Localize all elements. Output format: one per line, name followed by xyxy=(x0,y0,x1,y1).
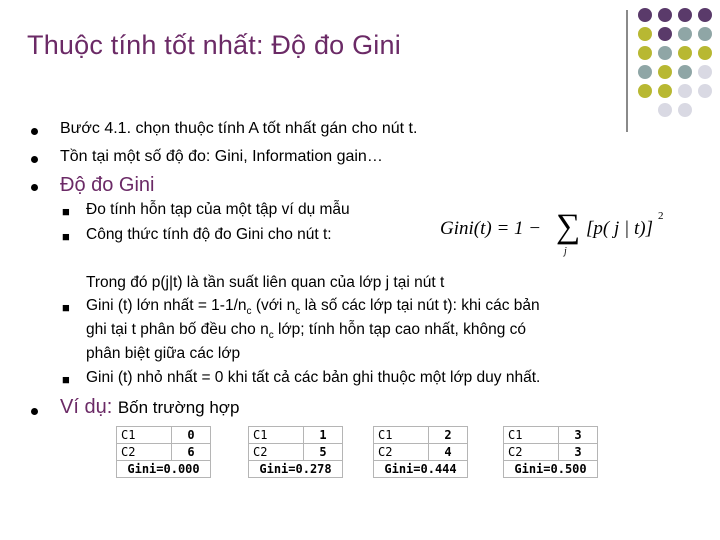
dot xyxy=(678,103,692,117)
dot xyxy=(658,46,672,60)
bullet-text: Tồn tại một số độ đo: Gini, Information gain… xyxy=(60,148,383,165)
table-row xyxy=(374,427,468,444)
divider-line xyxy=(626,10,628,132)
dot xyxy=(678,46,692,60)
dot xyxy=(678,27,692,41)
table-cell: C1 xyxy=(504,427,559,444)
max-text-line1: Gini (t) lớn nhất = $1-1/n_c$ (với $n_c$ là số các lớp tại nút t): khi các bản xyxy=(86,297,540,318)
dot xyxy=(658,8,672,22)
min-text: Gini (t) nhỏ nhất = 0 khi tất cả các bản ghi thuộc một lớp duy nhất. xyxy=(86,369,541,386)
sum-icon: ∑ xyxy=(556,208,581,245)
example-text: Bốn trường hợp xyxy=(117,398,240,417)
dot xyxy=(658,103,672,117)
dot xyxy=(638,27,652,41)
dot xyxy=(638,46,652,60)
bullet-icon xyxy=(31,128,38,135)
table-row xyxy=(117,461,211,478)
table-cell: C1 xyxy=(117,427,172,444)
sum-subscript: j xyxy=(564,246,567,257)
table-cell: C1 xyxy=(374,427,429,444)
table-row xyxy=(249,461,343,478)
dot xyxy=(658,65,672,79)
table-cell: 3 xyxy=(559,444,598,461)
table-row xyxy=(374,444,468,461)
gini-value: Gini=0.000 xyxy=(117,461,211,478)
formula-exponent: 2 xyxy=(658,210,664,222)
max-text-line2: ghi tại t phân bố đều cho $n_c$ lớp; tính hỗn tạp cao nhất, không có xyxy=(86,321,527,342)
bullet-icon xyxy=(31,156,38,163)
dot xyxy=(698,27,712,41)
square-bullet-icon: ■ xyxy=(62,300,70,315)
dot xyxy=(678,8,692,22)
table-row xyxy=(117,444,211,461)
dot xyxy=(658,27,672,41)
table-cell: 5 xyxy=(304,444,343,461)
table-row xyxy=(374,461,468,478)
gini-value: Gini=0.500 xyxy=(504,461,598,478)
gini-table xyxy=(248,426,343,478)
table-cell: 2 xyxy=(429,427,468,444)
dot xyxy=(698,84,712,98)
gini-formula xyxy=(440,206,670,260)
table-cell: C2 xyxy=(117,444,172,461)
decorative-dots xyxy=(638,8,718,118)
dot xyxy=(678,84,692,98)
slide-title: Thuộc tính tốt nhất: Độ đo Gini xyxy=(27,30,401,60)
gini-table xyxy=(116,426,211,478)
table-cell: C2 xyxy=(504,444,559,461)
dot xyxy=(638,65,652,79)
table-row xyxy=(504,427,598,444)
formula-lhs: Gini(t) = 1 − xyxy=(440,218,542,239)
gini-heading: Độ đo Gini xyxy=(60,174,155,196)
gini-table xyxy=(503,426,598,478)
table-row xyxy=(249,427,343,444)
gini-value: Gini=0.444 xyxy=(374,461,468,478)
max-text-line3: phân biệt giữa các lớp xyxy=(86,345,241,362)
dot xyxy=(698,65,712,79)
table-cell: C2 xyxy=(374,444,429,461)
table-row xyxy=(249,444,343,461)
table-row xyxy=(504,461,598,478)
formula-label: Công thức tính độ đo Gini cho nút t: xyxy=(86,226,332,243)
table-row xyxy=(504,444,598,461)
table-cell: 0 xyxy=(172,427,211,444)
dot xyxy=(658,84,672,98)
table-row xyxy=(117,427,211,444)
dot xyxy=(698,8,712,22)
impurity-text: Đo tính hỗn tạp của một tập ví dụ mẫu xyxy=(86,201,350,218)
square-bullet-icon: ■ xyxy=(62,229,70,244)
dot xyxy=(638,84,652,98)
bullet-text: Bước 4.1. chọn thuộc tính A tốt nhất gán cho nút t. xyxy=(60,120,418,137)
bullet-icon xyxy=(31,184,38,191)
table-cell: 3 xyxy=(559,427,598,444)
dot xyxy=(698,46,712,60)
example-label: Ví dụ: xyxy=(60,396,113,418)
gini-table xyxy=(373,426,468,478)
table-cell: 6 xyxy=(172,444,211,461)
note-text: Trong đó p(j|t) là tần suất liên quan của lớp j tại nút t xyxy=(86,274,445,291)
table-cell: C1 xyxy=(249,427,304,444)
dot xyxy=(678,65,692,79)
table-cell: 1 xyxy=(304,427,343,444)
dot xyxy=(638,8,652,22)
bullet-icon xyxy=(31,408,38,415)
square-bullet-icon: ■ xyxy=(62,372,70,387)
gini-value: Gini=0.278 xyxy=(249,461,343,478)
example-line xyxy=(60,396,239,419)
table-cell: C2 xyxy=(249,444,304,461)
square-bullet-icon: ■ xyxy=(62,204,70,219)
formula-body: [p( j | t)] xyxy=(586,218,653,239)
table-cell: 4 xyxy=(429,444,468,461)
